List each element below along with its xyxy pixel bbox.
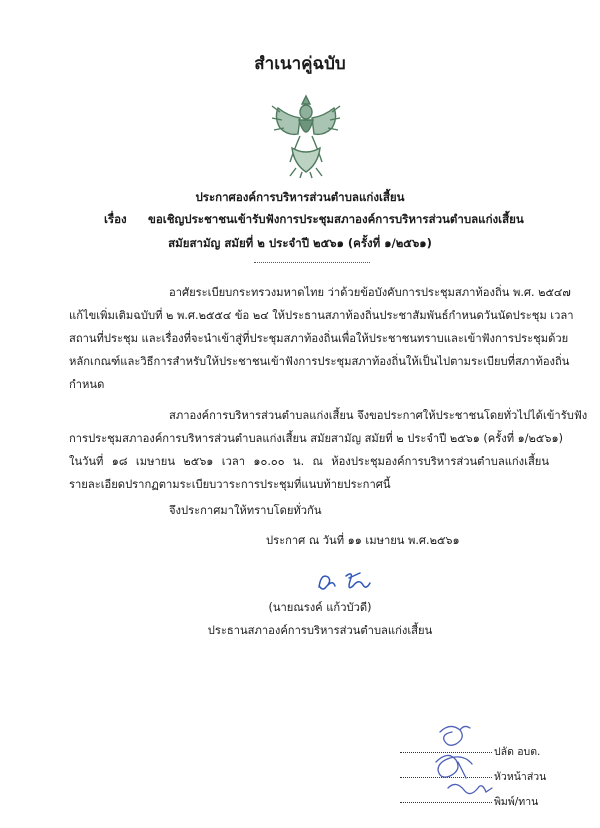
session-line: สมัยสามัญ สมัยที่ ๒ ประจำปี ๒๕๖๑ (ครั้งที่ ๑/๒๕๖๑): [168, 236, 432, 250]
signatory-name: (นายณรงค์ แก้วบัวดี): [268, 601, 372, 614]
para2-line1: สภาองค์การบริหารส่วนตำบลแก่งเสี้ยน จึงขอประกาศให้ประชาชนโดยทั่วไปได้เข้ารับฟัง: [169, 409, 588, 422]
para1-line2: แก้ไขเพิ่มเติมฉบับที่ ๒ พ.ศ.๒๕๕๔ ข้อ ๒๔ ให้ประธานสภาท้องถิ่นประชาสัมพันธ์กำหนดวันนัดประชุม เวลา: [69, 309, 574, 322]
approval-label-2: หัวหน้าส่วน: [494, 771, 547, 783]
subject-text: ขอเชิญประชาชนเข้ารับฟังการประชุมสภาองค์การบริหารส่วนตำบลแก่งเสี้ยน: [148, 212, 524, 226]
date-line: ประกาศ ณ วันที่ ๑๑ เมษายน พ.ศ.๒๕๖๑: [266, 534, 460, 547]
initials-scribble: [420, 718, 520, 818]
org-heading: ประกาศองค์การบริหารส่วนตำบลแก่งเสี้ยน: [195, 190, 405, 204]
para1-line1: อาศัยระเบียบกระทรวงมหาดไทย ว่าด้วยข้อบังคับการประชุมสภาท้องถิ่น พ.ศ. ๒๕๔๗: [169, 286, 571, 299]
garuda-emblem-icon: [266, 88, 346, 180]
copy-title: สำเนาคู่ฉบับ: [254, 54, 346, 74]
para1-line3: สถานที่ประชุม และเรื่องที่จะนำเข้าสู่ที่ประชุมสภาท้องถิ่นเพื่อให้ประชาชนทราบและเข้าฟังการประชุมด้วย: [69, 332, 569, 345]
para1-line4: หลักเกณฑ์และวิธีการสำหรับให้ประชาชนเข้าฟังการประชุมสภาท้องถิ่นให้เป็นไปตามระเบียบที่สภาท้องถิ่น: [69, 355, 570, 368]
announce-line: จึงประกาศมาให้ทราบโดยทั่วกัน: [169, 504, 322, 517]
handwritten-signature: [316, 567, 374, 597]
para2-line4: รายละเอียดปรากฏตามระเบียบวาระการประชุมที่แนบท้ายประกาศนี้: [69, 478, 391, 491]
para2-line3: ในวันที่ ๑๘ เมษายน ๒๕๖๑ เวลา ๑๐.๐๐ น. ณ ห้องประชุมองค์การบริหารส่วนตำบลแก่งเสี้ยน: [69, 455, 549, 468]
para1-line5: กำหนด: [69, 378, 105, 391]
subject-label: เรื่อง: [104, 212, 127, 226]
approval-label-1: ปลัด อบต.: [494, 746, 541, 758]
para2-line2: การประชุมสภาองค์การบริหารส่วนตำบลแก่งเสี้ยน สมัยสามัญ สมัยที่ ๒ ประจำปี ๒๕๖๑ (ครั้งที่ ๑/๒๕๖๑): [69, 432, 563, 445]
approval-label-3: พิมพ์/ทาน: [494, 796, 539, 808]
signatory-position: ประธานสภาองค์การบริหารส่วนตำบลแก่งเสี้ยน: [207, 624, 433, 637]
divider: [254, 258, 370, 263]
